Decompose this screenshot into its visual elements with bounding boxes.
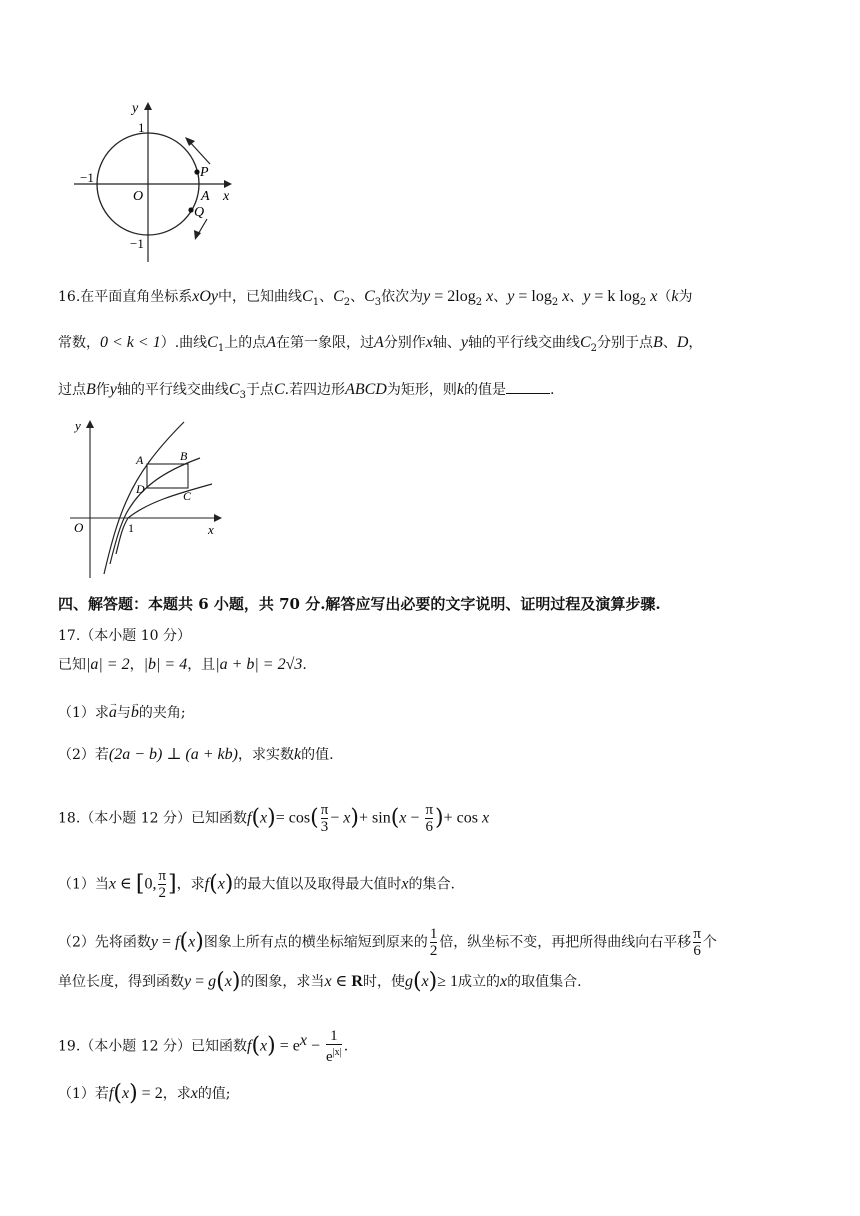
subscript: 2	[343, 296, 351, 308]
den: 6	[693, 943, 701, 959]
math: y	[507, 288, 515, 305]
math: g	[208, 973, 217, 990]
q16-line-1	[58, 287, 692, 313]
q18-part-2-line-1	[58, 926, 717, 959]
log-curves-figure	[66, 414, 236, 584]
label-b: B	[180, 449, 188, 463]
math-sum-norm: |a + b| = 2√3	[215, 656, 303, 673]
label-c: C	[183, 489, 192, 503]
text: ）.曲线	[160, 335, 208, 351]
text: 在平面直角坐标系	[80, 289, 193, 305]
math: x	[224, 973, 232, 990]
text: 的图象，求当	[240, 974, 325, 990]
math: )	[231, 969, 241, 994]
num: π	[158, 868, 167, 884]
math-xoy: xOy	[192, 288, 219, 305]
math: y	[150, 933, 159, 951]
den: $e^{|x|}$	[326, 1044, 342, 1065]
subscript: 2	[639, 296, 647, 308]
math: [	[135, 871, 145, 897]
fraction-pi-3	[321, 802, 329, 835]
text: 的集合.	[408, 876, 455, 893]
den: 2	[429, 943, 438, 959]
text: （1）若	[58, 1086, 109, 1102]
y-label: y	[132, 101, 139, 116]
y-axis-arrow	[144, 102, 152, 110]
math: (	[390, 805, 400, 831]
math: (	[216, 969, 225, 994]
subscript: 2	[551, 296, 559, 308]
num: 1	[330, 1028, 338, 1044]
text: 与	[116, 705, 131, 721]
math: x	[481, 809, 490, 827]
math: f	[108, 1085, 114, 1102]
text: （1）求	[58, 705, 109, 721]
text: （	[657, 289, 672, 305]
math: )	[267, 805, 276, 831]
math: D	[676, 334, 689, 351]
math: f	[246, 1037, 252, 1055]
text: 18.（本小题 12 分）已知函数	[58, 810, 247, 827]
math: y	[460, 334, 468, 351]
text: 分别作	[383, 335, 426, 351]
math: f	[204, 875, 210, 893]
text: ，	[129, 657, 144, 673]
y-label: y	[75, 418, 81, 433]
unit-circle-figure	[70, 96, 240, 266]
text: （2）若	[58, 747, 109, 763]
math: x	[558, 288, 570, 305]
math: x	[425, 334, 433, 351]
text: 上的点	[224, 335, 267, 351]
q18-part-2-line-2	[58, 969, 582, 994]
x-axis-arrow	[224, 180, 232, 188]
text: 于点	[245, 382, 274, 398]
text: 、	[493, 289, 508, 305]
math: x	[108, 875, 117, 893]
subscript: 3	[239, 389, 246, 401]
math: ∈	[116, 875, 136, 893]
math: x	[646, 288, 658, 305]
math: C	[273, 381, 285, 398]
math: = cos	[275, 809, 311, 827]
q17-given	[58, 655, 307, 675]
math: k	[456, 381, 464, 398]
tick-label-neg-one-x: −1	[80, 170, 94, 185]
subscript: 1	[312, 296, 320, 308]
label-a: A	[136, 453, 144, 467]
label-d: D	[136, 482, 145, 496]
text: （2）先将函数	[58, 934, 151, 951]
subscript: 2	[590, 342, 598, 354]
text: 过点	[58, 382, 86, 398]
text: 的值.	[301, 747, 334, 763]
math-k: k	[671, 288, 679, 305]
math: x	[421, 973, 429, 990]
math: x	[482, 288, 494, 305]
fraction-pi-2	[158, 868, 166, 901]
math: (	[179, 929, 189, 955]
math: x	[260, 809, 268, 827]
label-p: P	[200, 165, 209, 180]
rectangle-abcd	[147, 464, 188, 488]
q17-header: 17.（本小题 10 分）	[58, 628, 191, 644]
subscript: 3	[374, 296, 382, 308]
math: x	[343, 809, 351, 827]
math-b-norm: |b| = 4	[143, 656, 188, 673]
text: 、	[569, 289, 584, 305]
label-a: A	[201, 189, 210, 204]
math: A	[373, 334, 384, 351]
math: x	[399, 809, 407, 827]
math: y	[184, 973, 192, 990]
text: 依次为	[381, 289, 424, 305]
math: ABCD	[345, 381, 387, 398]
text: 分别于点	[597, 335, 654, 351]
math: )	[350, 805, 359, 831]
text: 、	[662, 335, 677, 351]
math: (	[412, 969, 422, 994]
q19-header	[58, 1028, 348, 1065]
math: ]	[168, 871, 177, 897]
math: )	[224, 871, 234, 897]
label-q: Q	[194, 205, 205, 220]
math-c: C	[333, 288, 344, 305]
curve-c2	[110, 458, 200, 564]
text: 倍，纵坐标不变，再把所得曲线向右平移	[439, 934, 692, 951]
math: + cos	[443, 809, 482, 827]
subscript: 2	[475, 296, 483, 308]
text: 单位长度，得到函数	[58, 974, 184, 990]
text: 的最大值以及取得最大值时	[233, 876, 402, 893]
den: 6	[425, 819, 433, 835]
math: )	[129, 1081, 138, 1106]
math: g	[404, 973, 413, 990]
text: .	[549, 382, 555, 398]
tick-label-one: 1	[138, 120, 145, 135]
superscript: x	[299, 1031, 307, 1049]
text: 作	[95, 382, 110, 398]
math: B	[86, 381, 96, 398]
q18-header	[58, 802, 489, 835]
text: （1）当	[58, 876, 109, 893]
math-k: k	[293, 746, 302, 763]
math: + sin	[359, 809, 391, 827]
math-a-norm: |a| = 2	[86, 656, 130, 673]
text: 时，使	[362, 974, 405, 990]
text: 的值是	[463, 382, 506, 398]
math: = e	[275, 1037, 300, 1055]
text: 轴、	[432, 335, 461, 351]
math-condition: 0 < k < 1	[100, 334, 161, 351]
math: (	[251, 1033, 261, 1059]
text: ，	[688, 335, 703, 351]
text: 为矩形，则	[386, 382, 457, 398]
tick-label-neg-one-y: −1	[130, 236, 144, 251]
math: x	[401, 875, 409, 893]
q17-part-2	[58, 745, 334, 765]
math: y	[423, 288, 431, 305]
math: (	[113, 1081, 122, 1106]
fraction-pi-6	[425, 802, 433, 835]
num: π	[425, 802, 434, 818]
text: ，且	[187, 657, 216, 673]
math: = 2log	[430, 288, 476, 305]
math: C	[228, 381, 240, 398]
math: ∈ R	[331, 973, 363, 990]
text: ，求	[162, 1086, 191, 1102]
num: π	[693, 926, 701, 942]
math: C	[579, 334, 591, 351]
math: −	[330, 809, 344, 827]
x-axis-arrow	[214, 514, 222, 522]
text: 的夹角;	[138, 705, 186, 721]
math: f	[246, 809, 252, 827]
math: x	[260, 1037, 268, 1055]
math: B	[653, 334, 663, 351]
q19-part-1	[58, 1081, 231, 1106]
num: π	[320, 802, 329, 818]
math: x	[190, 1085, 198, 1102]
math-c: C	[364, 288, 375, 305]
text: .若四边形	[284, 382, 346, 398]
point-q	[188, 207, 193, 212]
fraction-pi-6	[693, 926, 701, 959]
math: y	[109, 381, 117, 398]
text: 、	[350, 289, 365, 305]
answer-blank[interactable]	[506, 379, 550, 394]
text: 轴的平行线交曲线	[116, 382, 229, 398]
math: )	[435, 805, 444, 831]
den: 3	[320, 819, 329, 835]
math: )	[195, 929, 204, 955]
q16-line-3	[58, 379, 554, 406]
math: (	[310, 805, 319, 831]
math-c: C	[302, 288, 313, 305]
text: 个	[702, 934, 717, 951]
origin-label: O	[74, 520, 84, 535]
arrow-ccw-head	[185, 137, 195, 146]
math: = log	[514, 288, 552, 305]
curve-c3	[116, 484, 212, 554]
math: x	[121, 1085, 130, 1102]
tick-label-one: 1	[128, 521, 134, 535]
math: C	[207, 334, 218, 351]
text: 的取值集合.	[507, 974, 582, 990]
math-perpendicular: (2a − b) ⊥ (a + kb)	[108, 746, 238, 763]
origin-label: O	[133, 189, 144, 204]
text: 图象上所有点的横坐标缩短到原来的	[203, 934, 428, 951]
q18-part-1	[58, 868, 455, 901]
text: 常数，	[58, 335, 100, 351]
fraction-1-2	[430, 926, 438, 959]
math: x	[217, 875, 225, 893]
text: .	[302, 657, 307, 673]
math: f	[175, 933, 180, 951]
num: 1	[429, 926, 438, 942]
math: (	[209, 871, 218, 897]
text: 已知	[58, 657, 86, 673]
math: y	[583, 288, 591, 305]
text: 为	[678, 289, 693, 305]
vector-a: → a	[109, 703, 117, 723]
math: A	[266, 334, 276, 351]
section-heading: 四、解答题：本题共 6 小题，共 70 分.解答应写出必要的文字说明、证明过程及演算步骤.	[58, 595, 661, 613]
q17-part-1	[58, 703, 186, 723]
math: x	[500, 973, 508, 990]
math: = k log	[590, 288, 640, 305]
math: ≥ 1	[437, 973, 459, 990]
text: ，求	[176, 876, 205, 893]
text: 在第一象限，过	[275, 335, 374, 351]
text: 19.（本小题 12 分）已知函数	[58, 1038, 247, 1055]
math: 0,	[144, 875, 157, 893]
math: (	[251, 805, 261, 831]
text: 轴的平行线交曲线	[467, 335, 580, 351]
math: x	[188, 933, 196, 951]
math: x	[324, 973, 332, 990]
x-label: x	[208, 522, 214, 537]
math: −	[406, 809, 424, 827]
math: =	[158, 933, 176, 951]
subscript: 1	[217, 342, 225, 354]
x-label: x	[223, 189, 230, 204]
math: =	[191, 973, 209, 990]
text: 成立的	[458, 974, 501, 990]
text: 中，已知曲线	[218, 289, 303, 305]
math: )	[267, 1033, 276, 1059]
y-axis-arrow	[86, 420, 94, 428]
curve-c1	[104, 422, 184, 574]
text: ，求实数	[237, 747, 294, 763]
vector-b: → b	[131, 703, 139, 723]
q16-line-2	[58, 333, 702, 359]
fraction-1-over-e-abs-x	[326, 1028, 342, 1065]
text: 、	[319, 289, 334, 305]
text: .	[343, 1038, 349, 1055]
math: = 2	[137, 1085, 163, 1102]
point-p	[194, 169, 199, 174]
math: −	[306, 1037, 324, 1055]
q16-number: 16.	[58, 289, 81, 305]
math: )	[428, 969, 438, 994]
den: 2	[158, 885, 166, 901]
text: 的值;	[197, 1086, 231, 1102]
